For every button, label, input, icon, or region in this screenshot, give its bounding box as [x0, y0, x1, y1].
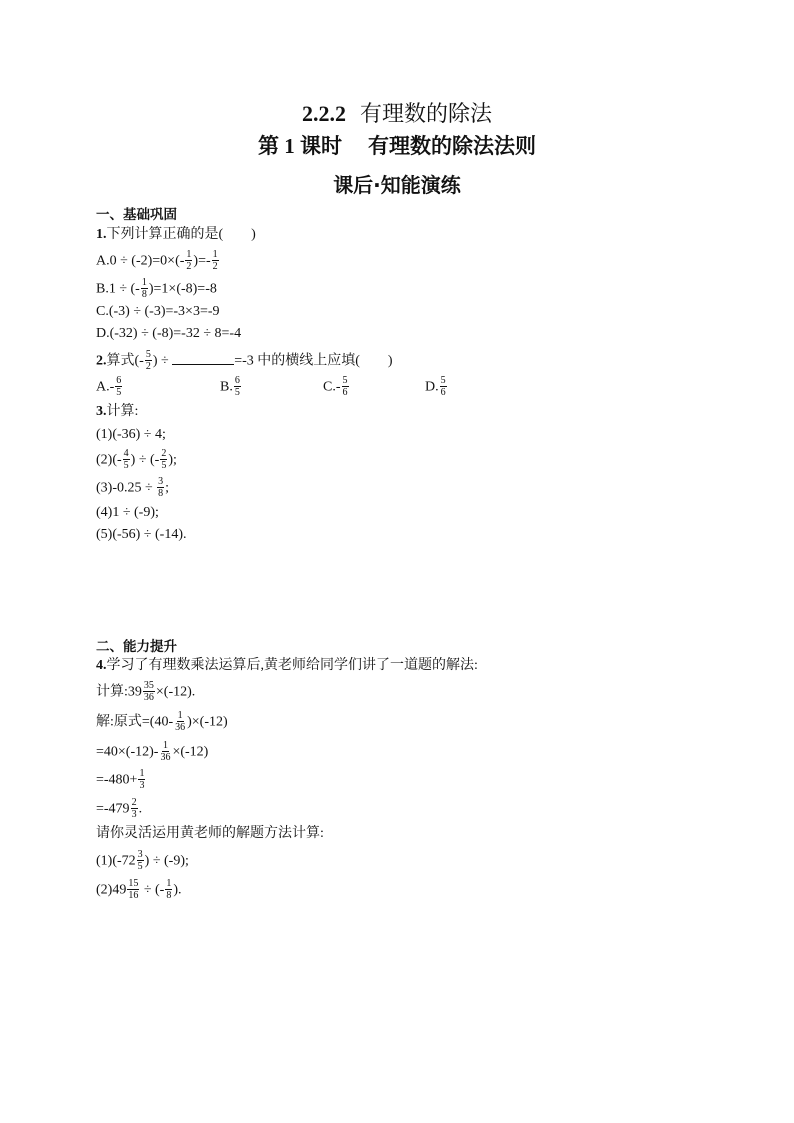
numerator: 35	[143, 680, 154, 691]
title-text: 有理数的除法	[359, 101, 492, 126]
q4-sol-text: 解:原式=(40-	[96, 714, 174, 730]
q1-b-text: B.1 ÷ (-	[96, 281, 140, 297]
numerator: 6	[234, 375, 240, 386]
q4-calc-text: 计算:39	[96, 684, 142, 700]
q4-step4-text: =-479	[96, 801, 130, 817]
denominator: 5	[116, 387, 122, 398]
q2-options	[96, 376, 496, 402]
denominator: 5	[137, 861, 143, 872]
q4-calc	[96, 681, 195, 704]
fraction	[160, 448, 167, 471]
q3-p3-text-2: ;	[165, 480, 170, 496]
q4-p1-text: (1)(-72	[96, 853, 136, 869]
q2-text-2: ) ÷	[152, 353, 173, 369]
fraction	[127, 878, 139, 901]
q3-part-4: (4)1 ÷ (-9);	[96, 505, 159, 520]
q4-step-2	[96, 741, 208, 764]
denominator: 3	[139, 780, 145, 791]
q2-text: 算式(-	[106, 353, 144, 369]
q1-stem	[96, 225, 256, 245]
q4-step2-text-2: ×(-12)	[172, 744, 209, 760]
q3-p3-text: (3)-0.25 ÷	[96, 480, 157, 496]
denominator: 36	[175, 722, 186, 733]
q4-part-2	[96, 879, 182, 902]
lesson-title: 有理数的除法法则	[368, 134, 536, 158]
page-title	[0, 100, 794, 128]
denominator: 2	[145, 361, 151, 372]
q3-stem	[96, 402, 138, 422]
q4-sol-text-2: )×(-12)	[187, 714, 228, 730]
q4-ask: 请你灵活运用黄老师的解题方法计算:	[96, 826, 324, 841]
q2-option-a	[96, 376, 123, 399]
q4-step3-text: =-480+	[96, 772, 138, 788]
q2-option-d	[425, 376, 448, 399]
q4-step-4	[96, 798, 142, 821]
section-advanced-heading: 二、能力提升	[96, 639, 177, 655]
q4-number: 4.	[96, 658, 107, 673]
numerator: 5	[440, 375, 446, 386]
q1-number: 1.	[96, 227, 107, 242]
q3-text: 计算:	[106, 404, 139, 419]
q2-number: 2.	[96, 353, 107, 369]
numerator: 2	[131, 797, 137, 808]
fraction	[342, 375, 349, 398]
q1-option-b	[96, 278, 217, 301]
numerator: 2	[161, 448, 167, 459]
q2-option-b	[220, 376, 242, 399]
fraction	[141, 277, 148, 300]
numerator: 1	[177, 710, 183, 721]
numerator: 1	[166, 878, 172, 889]
q2-b-label: B.	[220, 379, 233, 395]
fraction	[143, 680, 155, 703]
numerator: 1	[139, 768, 145, 779]
q4-p1-text-2: ) ÷ (-9);	[144, 853, 189, 869]
q2-c-label: C.-	[323, 379, 341, 395]
numerator: 5	[145, 349, 151, 360]
numerator: 15	[128, 878, 139, 889]
q3-part-3	[96, 477, 169, 500]
q1-option-a	[96, 250, 220, 273]
answer-blank	[172, 352, 234, 365]
numerator: 6	[116, 375, 122, 386]
q4-calc-text-2: ×(-12).	[155, 684, 196, 700]
denominator: 8	[141, 289, 147, 300]
fraction	[165, 878, 172, 901]
q4-step4-text-2: .	[138, 801, 143, 817]
title-number: 2.2.2	[301, 101, 346, 126]
denominator: 6	[440, 387, 446, 398]
numerator: 4	[123, 448, 129, 459]
q2-stem	[96, 350, 393, 373]
q4-text: 学习了有理数乘法运算后,黄老师给同学们讲了一道题的解法:	[106, 658, 478, 673]
numerator: 3	[158, 476, 164, 487]
numerator: 5	[342, 375, 348, 386]
denominator: 2	[212, 261, 218, 272]
denominator: 5	[234, 387, 240, 398]
fraction	[212, 249, 219, 272]
fraction	[157, 476, 164, 499]
fraction	[174, 710, 186, 733]
q4-solution	[96, 711, 228, 734]
q1-text: 下列计算正确的是( )	[106, 227, 256, 242]
denominator: 2	[186, 261, 192, 272]
denominator: 8	[166, 890, 172, 901]
fraction	[138, 768, 145, 791]
q4-part-1	[96, 850, 189, 873]
q4-step2-text: =40×(-12)-	[96, 744, 159, 760]
q4-step-3	[96, 769, 146, 792]
q1-b-text-2: )=1×(-8)=-8	[148, 281, 217, 297]
q2-option-c	[323, 376, 350, 399]
q4-p2-text-2: ÷ (-	[140, 882, 165, 898]
q1-a-text-2: )=-	[193, 253, 211, 269]
numerator: 1	[141, 277, 147, 288]
practice-heading: 课后·知能演练	[333, 173, 461, 197]
q3-part-2	[96, 449, 177, 472]
section-basic-heading: 一、基础巩固	[96, 207, 177, 223]
q1-option-c: C.(-3) ÷ (-3)=-3×3=-9	[96, 304, 220, 319]
q3-number: 3.	[96, 404, 107, 419]
numerator: 1	[186, 249, 192, 260]
q1-option-d: D.(-32) ÷ (-8)=-32 ÷ 8=-4	[96, 326, 242, 341]
q4-p2-text: (2)49	[96, 882, 127, 898]
fraction	[137, 849, 144, 872]
fraction	[115, 375, 122, 398]
numerator: 1	[162, 740, 168, 751]
q4-p2-text-3: ).	[173, 882, 182, 898]
fraction	[185, 249, 192, 272]
numerator: 1	[212, 249, 218, 260]
q3-p2-text: (2)(-	[96, 452, 122, 468]
q3-part-1: (1)(-36) ÷ 4;	[96, 427, 166, 442]
q1-a-text: A.0 ÷ (-2)=0×(-	[96, 253, 185, 269]
q3-p2-text-3: );	[168, 452, 177, 468]
denominator: 8	[158, 488, 164, 499]
lesson-number: 第 1 课时	[258, 134, 342, 158]
denominator: 6	[342, 387, 348, 398]
fraction	[145, 349, 152, 372]
denominator: 16	[128, 890, 139, 901]
fraction	[123, 448, 130, 471]
denominator: 36	[143, 692, 154, 703]
q3-p2-text-2: ) ÷ (-	[130, 452, 160, 468]
q4-stem	[96, 656, 478, 676]
denominator: 5	[161, 460, 167, 471]
q2-d-label: D.	[425, 379, 439, 395]
fraction	[234, 375, 241, 398]
fraction	[159, 740, 171, 763]
fraction	[440, 375, 447, 398]
fraction	[131, 797, 138, 820]
q3-part-5: (5)(-56) ÷ (-14).	[96, 527, 187, 542]
numerator: 3	[137, 849, 143, 860]
denominator: 5	[123, 460, 129, 471]
denominator: 36	[160, 752, 171, 763]
denominator: 3	[131, 809, 137, 820]
lesson-subtitle	[0, 132, 794, 160]
q2-text-3: =-3 中的横线上应填( )	[234, 353, 393, 369]
q2-a-label: A.-	[96, 379, 115, 395]
